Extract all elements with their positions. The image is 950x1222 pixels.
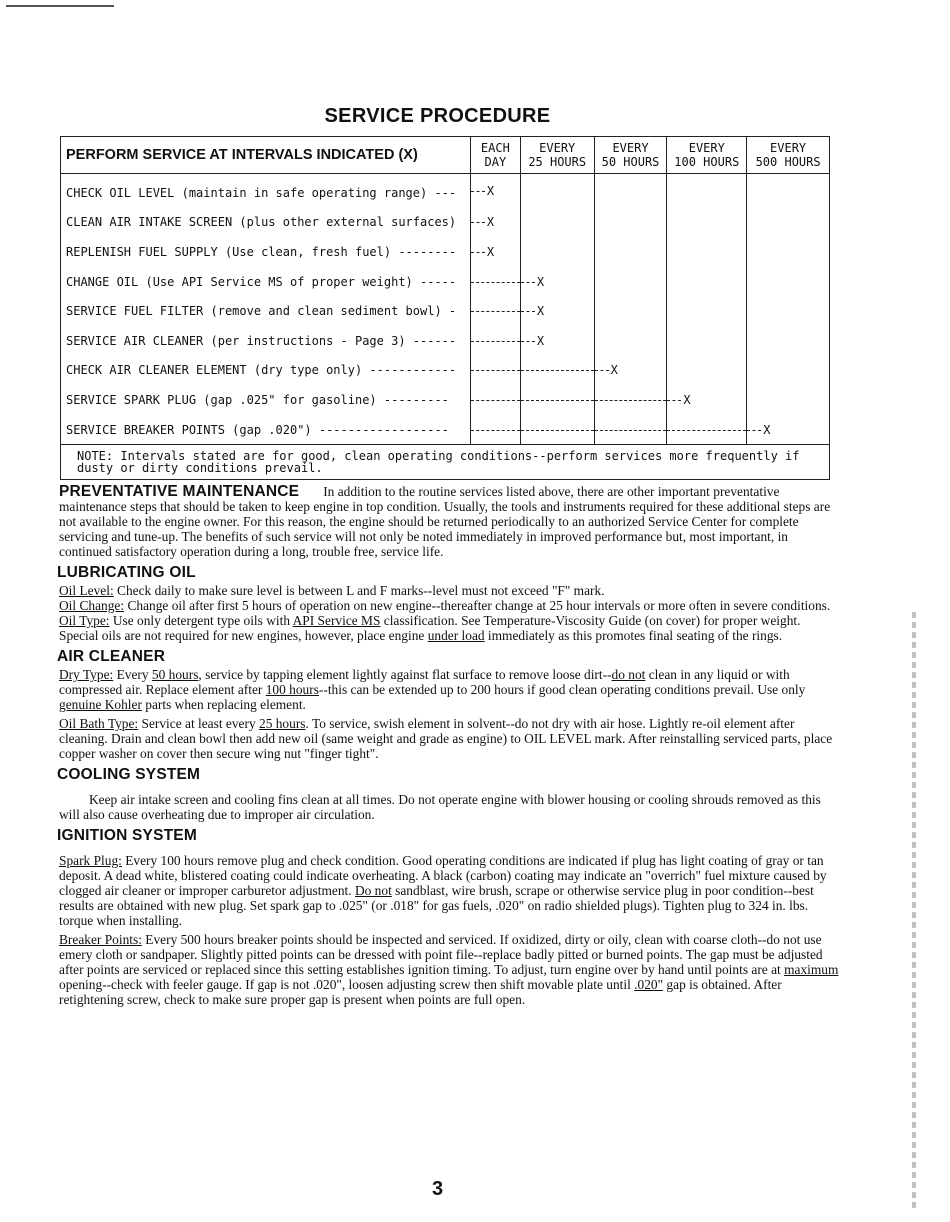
- leader-line: [471, 252, 485, 253]
- interval-cell: [667, 296, 747, 326]
- body-text: [59, 484, 839, 1011]
- ignition-heading: IGNITION SYSTEM: [57, 827, 197, 844]
- dry-text-1: Every: [113, 667, 152, 682]
- lubricating-heading: LUBRICATING OIL: [57, 564, 196, 581]
- interval-cell: [747, 385, 830, 415]
- task-label: CHANGE OIL (Use API Service MS of proper weight) -----: [61, 267, 471, 297]
- interval-cell: [594, 267, 667, 297]
- interval-cell: [520, 385, 594, 415]
- interval-cell: [747, 237, 830, 267]
- cooling-paragraph: Keep air intake screen and cooling fins clean at all times. Do not operate engine with blower housing or cooling shrouds removed as this will also cause overheating due to improper air circulation.: [59, 792, 821, 822]
- interval-mark: X: [610, 363, 618, 378]
- interval-mark: X: [486, 244, 495, 259]
- oil-type-text-2: classification. See Temperature-Viscosity Guide (on cover) for proper weight. Special oils are not required for new engines, however, place engine: [59, 613, 801, 643]
- preventative-text: In addition to the routine services listed above, there are other important preventative maintenance steps that should be taken to keep engine in top condition. Usually, the tools and instruments required for these additional steps are not available to the engine owner. For this reason, the engine should be returned periodically to an authorized Service Center for complete servicing and tune-up. The benefits of such service will not only be noted immediately in improved performance but, most important, in continued satisfactory operation during a long, trouble free, service life.: [59, 484, 831, 559]
- interval-mark: X: [683, 392, 691, 407]
- service-interval-table: [60, 136, 830, 480]
- leader-line: [471, 370, 520, 371]
- leader-line: [471, 311, 520, 312]
- task-label: REPLENISH FUEL SUPPLY (Use clean, fresh fuel) --------: [61, 237, 471, 267]
- oil-type-paragraph: [59, 613, 839, 643]
- interval-cell: [594, 237, 667, 267]
- dry-do-not: do not: [611, 667, 646, 682]
- table-header-title: PERFORM SERVICE AT INTERVALS INDICATED (X): [61, 137, 471, 174]
- oil-type-text-1: Use only detergent type oils with: [109, 613, 293, 628]
- breaker-text-3: gap is obtained. After retightening screw, check to make sure proper gap is present when points are full open.: [59, 977, 782, 1007]
- cooling-heading: COOLING SYSTEM: [57, 766, 201, 783]
- interval-cell: [594, 385, 667, 415]
- table-row: [61, 208, 830, 238]
- spark-plug-paragraph: [59, 853, 839, 928]
- task-label: SERVICE AIR CLEANER (per instructions - Page 3) ------: [61, 326, 471, 356]
- interval-cell: [520, 208, 594, 238]
- leader-line: [521, 341, 535, 342]
- interval-cell: [594, 326, 667, 356]
- task-label: SERVICE BREAKER POINTS (gap .020") ------------------: [61, 415, 471, 445]
- interval-cell: [470, 174, 520, 208]
- table-note: NOTE: Intervals stated are for good, clean operating conditions--perform services more frequently if dusty or dirty conditions prevail.: [61, 445, 830, 480]
- interval-cell: [747, 326, 830, 356]
- oil-change-text: Change oil after first 5 hours of operation on new engine--thereafter change at 25 hour intervals or more often in severe conditions.: [124, 598, 831, 613]
- interval-cell: [594, 415, 667, 445]
- interval-cell: [667, 208, 747, 238]
- interval-cell: [747, 356, 830, 386]
- table-header-row: [61, 137, 830, 174]
- leader-line: [471, 400, 520, 401]
- scan-mark: [6, 5, 114, 7]
- oil-level-label: Oil Level:: [59, 583, 114, 598]
- breaker-gap-020: .020": [634, 977, 664, 992]
- interval-cell: [470, 356, 520, 386]
- table-note-row: [61, 445, 830, 480]
- leader-line: [471, 341, 520, 342]
- leader-line: [521, 311, 535, 312]
- leader-line: [667, 400, 681, 401]
- page-title: SERVICE PROCEDURE: [324, 105, 551, 127]
- interval-cell: [667, 415, 747, 445]
- oil-level-paragraph: [59, 583, 839, 598]
- interval-cell: [594, 356, 667, 386]
- interval-cell: [594, 208, 667, 238]
- interval-cell: [667, 237, 747, 267]
- interval-cell: [747, 174, 830, 208]
- interval-cell: [520, 267, 594, 297]
- leader-line: [471, 430, 520, 431]
- oil-bath-25-hours: 25 hours: [259, 716, 306, 731]
- table-row: [61, 296, 830, 326]
- preventative-paragraph: [59, 484, 839, 559]
- table-row: [61, 237, 830, 267]
- oil-type-text-3: immediately as this promotes final seating of the rings.: [484, 628, 783, 643]
- interval-cell: [747, 208, 830, 238]
- air-cleaner-heading: AIR CLEANER: [57, 648, 166, 665]
- interval-mark: X: [536, 304, 545, 319]
- dry-text-3: clean in any liquid or with compressed air. Replace element after: [59, 667, 790, 697]
- interval-cell: [470, 267, 520, 297]
- interval-cell: [520, 356, 594, 386]
- oil-change-paragraph: [59, 598, 839, 613]
- leader-line: [521, 282, 535, 283]
- interval-cell: [520, 237, 594, 267]
- breaker-text-2: opening--check with feeler gauge. If gap is not .020", loosen adjusting screw then shift movable plate until: [59, 977, 635, 992]
- interval-cell: [520, 326, 594, 356]
- task-label: SERVICE FUEL FILTER (remove and clean sediment bowl) -: [61, 296, 471, 326]
- leader-line: [595, 430, 667, 431]
- interval-cell: [667, 174, 747, 208]
- breaker-points-label: Breaker Points:: [59, 932, 142, 947]
- oil-bath-text-2: . To service, swish element in solvent--do not dry with air hose. Lightly re-oil element after cleaning. Drain and clean bowl then add new oil (same weight and grade as engine) to OIL LEVEL mark. After reinstalling serviced parts, place copper washer on cover then secure wing nut "finger tight".: [59, 716, 833, 761]
- interval-cell: [470, 326, 520, 356]
- interval-cell: [667, 356, 747, 386]
- interval-cell: [594, 174, 667, 208]
- leader-line: [521, 370, 594, 371]
- interval-cell: [667, 267, 747, 297]
- breaker-text-1: Every 500 hours breaker points should be inspected and serviced. If oxidized, dirty or oily, clean with coarse cloth--do not use emery cloth or sandpaper. Slightly pitted points can be dressed with point file--replace badly pitted or burned points. The gap must be adjusted after points are serviced or replaced since this setting establishes ignition timing. To adjust, turn engine over by hand until points are at: [59, 932, 823, 977]
- col-header-25-hours: EVERY 25 HOURS: [520, 137, 594, 174]
- dry-type-paragraph: [59, 667, 839, 712]
- col-header-500-hours: EVERY 500 HOURS: [747, 137, 830, 174]
- col-header-50-hours: EVERY 50 HOURS: [594, 137, 667, 174]
- interval-cell: [520, 296, 594, 326]
- interval-mark: X: [536, 333, 545, 348]
- scan-edge-artifact: [912, 612, 916, 1212]
- oil-bath-paragraph: [59, 716, 839, 761]
- breaker-maximum: maximum: [784, 962, 839, 977]
- dry-text-2: , service by tapping element lightly against flat surface to remove loose dirt--: [198, 667, 612, 682]
- leader-line: [521, 430, 594, 431]
- table-row: [61, 385, 830, 415]
- interval-mark: X: [536, 274, 545, 289]
- task-label: SERVICE SPARK PLUG (gap .025" for gasoline) ---------: [61, 385, 471, 415]
- table-body: [61, 174, 830, 445]
- interval-cell: [470, 415, 520, 445]
- breaker-points-paragraph: [59, 932, 839, 1007]
- dry-text-5: parts when replacing element.: [141, 697, 306, 712]
- leader-line: [667, 430, 746, 431]
- dry-genuine-kohler: genuine Kohler: [59, 697, 142, 712]
- interval-cell: [470, 208, 520, 238]
- leader-line: [595, 400, 667, 401]
- leader-line: [747, 430, 761, 431]
- interval-cell: [747, 267, 830, 297]
- page-number: 3: [431, 1178, 444, 1200]
- oil-level-text: Check daily to make sure level is between L and F marks--level must not exceed "F" mark.: [113, 583, 605, 598]
- leader-line: [471, 191, 485, 192]
- leader-line: [595, 370, 609, 371]
- table-row: [61, 174, 830, 208]
- interval-cell: [470, 385, 520, 415]
- interval-cell: [520, 174, 594, 208]
- oil-change-label: Oil Change:: [59, 598, 125, 613]
- under-load: under load: [427, 628, 485, 643]
- table-row: [61, 326, 830, 356]
- interval-cell: [667, 326, 747, 356]
- oil-bath-text-1: Service at least every: [138, 716, 259, 731]
- api-service-ms: API Service MS: [292, 613, 381, 628]
- interval-cell: [470, 296, 520, 326]
- interval-mark: X: [763, 422, 771, 437]
- dry-type-label: Dry Type:: [59, 667, 114, 682]
- interval-cell: [747, 415, 830, 445]
- interval-mark: X: [486, 215, 495, 230]
- oil-bath-label: Oil Bath Type:: [59, 716, 139, 731]
- interval-cell: [594, 296, 667, 326]
- dry-50-hours: 50 hours: [151, 667, 199, 682]
- spark-text-1: Every 100 hours remove plug and check condition. Good operating conditions are indicated if plug has light coating of gray or tan deposit. A dead white, blistered coating could indicate overheating. A black (carbon) coating may indicate an "overrich" fuel mixture caused by clogged air cleaner or improper carburetor adjustment.: [59, 853, 827, 898]
- interval-cell: [520, 415, 594, 445]
- oil-type-label: Oil Type:: [59, 613, 110, 628]
- table-row: [61, 356, 830, 386]
- dry-text-4: --this can be extended up to 200 hours if good clean operating conditions prevail. Use only: [318, 682, 806, 697]
- preventative-heading: PREVENTATIVE MAINTENANCE: [59, 483, 300, 500]
- table-row: [61, 415, 830, 445]
- spark-plug-label: Spark Plug:: [59, 853, 122, 868]
- task-label: CLEAN AIR INTAKE SCREEN (plus other external surfaces): [61, 208, 471, 238]
- interval-mark: X: [486, 183, 495, 198]
- col-header-each-day: EACH DAY: [470, 137, 520, 174]
- interval-cell: [667, 385, 747, 415]
- task-label: CHECK AIR CLEANER ELEMENT (dry type only) ------------: [61, 356, 471, 386]
- dry-100-hours: 100 hours: [265, 682, 319, 697]
- spark-text-2: sandblast, wire brush, scrape or otherwise service plug in poor condition--best results are obtained with new plug. Set spark gap to .025" (or .018" for gas fuels, .020" on radio shielded plugs). Tighten plug to 324 in. lbs. torque when installing.: [59, 883, 814, 928]
- task-label: CHECK OIL LEVEL (maintain in safe operating range) ---: [61, 174, 471, 208]
- col-header-100-hours: EVERY 100 HOURS: [667, 137, 747, 174]
- table-row: [61, 267, 830, 297]
- spark-do-not: Do not: [354, 883, 392, 898]
- interval-cell: [470, 237, 520, 267]
- leader-line: [521, 400, 594, 401]
- leader-line: [471, 282, 520, 283]
- leader-line: [471, 222, 485, 223]
- interval-cell: [747, 296, 830, 326]
